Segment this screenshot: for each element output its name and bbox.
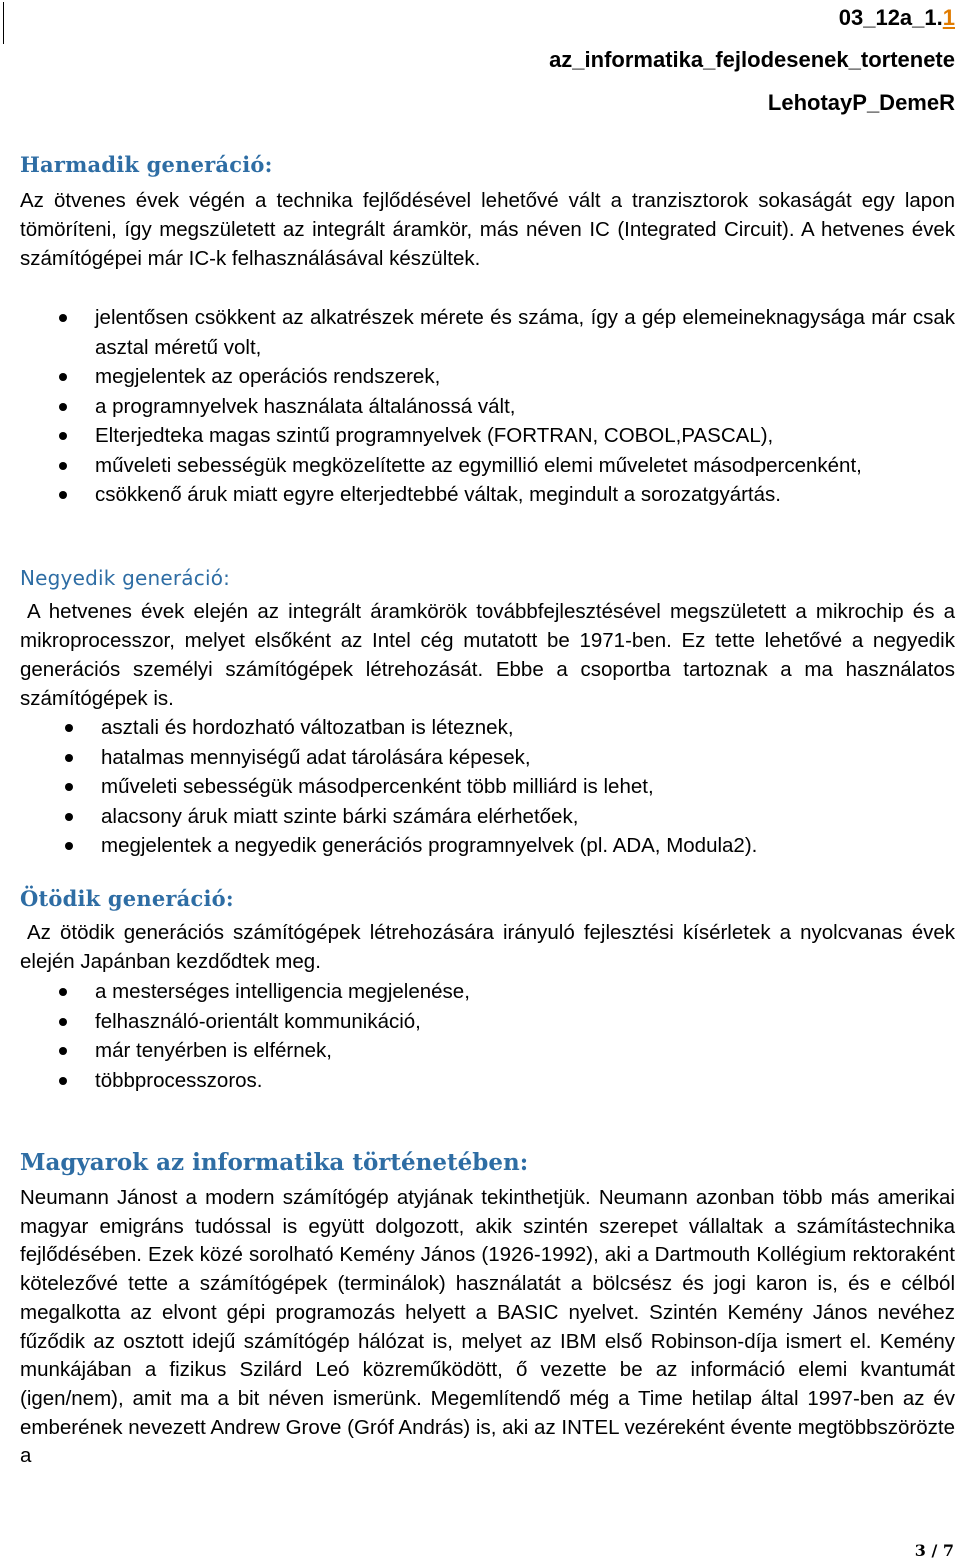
section-body-hungarians: Neumann Jánost a modern számítógép atyjának tekinthetjük. Neumann azonban több más amerikai magyar emigráns tudóssal is együtt dolgozott, akik szintén szerepet vállaltak a számítástechnika fejlődésében. Ezek közé sorolható Kemény János (1926-1992), aki a Dartmouth Kollégium rektoraként kötelezővé tette a számítógépek (terminálok) használatát a bölcsész és jogi karon is, és e célból megalkotta az elvont gépi programozás helyett a BASIC nyelvet. Szintén Kemény János nevéhez fűződik az osztott idejű számítógép hálózat is, melyet az IBM első Robinson-díja ismert el. Kemény munkájában a fizikus Szilárd Leó közreműködött, ő vezette be az információ elemi kvantumát (igen/nem), amit ma a bit néven ismerünk. Megemlítendő még a Time hetilap által 1997-ben az év emberének nevezett Andrew Grove (Gróf András) is, aki az INTEL vezéreként évente megtöbbszörözte a [20, 1186, 955, 1468]
list-item: már tenyérben is elférnek, [95, 1036, 955, 1066]
doc-title: az_informatika_fejlodesenek_tortenete [549, 47, 955, 72]
list-item: a programnyelvek használata általánossá vált, [95, 392, 955, 422]
list-item: műveleti sebességük másodpercenként több milliárd is lehet, [101, 772, 955, 802]
list-item: hatalmas mennyiségű adat tárolására képesek, [101, 743, 955, 773]
bullet-list-third-generation [95, 303, 955, 510]
list-item: többprocesszoros. [95, 1066, 955, 1096]
list-item: a mesterséges intelligencia megjelenése, [95, 977, 955, 1007]
doc-code [839, 5, 955, 31]
doc-authors: LehotayP_DemeR [767, 90, 955, 115]
list-item: jelentősen csökkent az alkatrészek mérete és száma, így a gép elemeineknagysága már csak asztal méretű volt, [95, 303, 955, 362]
section-intro-third-generation: Az ötvenes évek végén a technika fejlődésével lehetővé vált a tranzisztorok sokaságát egy lapon tömöríteni, így megszületett az integrált áramkör, más néven IC (Integrated Circuit). A hetvenes évek számítógépei már IC-k felhasználásával készültek. [20, 189, 955, 270]
list-item: Elterjedteka magas szintű programnyelvek (FORTRAN, COBOL,PASCAL), [95, 421, 955, 451]
list-item: megjelentek a negyedik generációs programnyelvek (pl. ADA, Modula2). [101, 831, 955, 861]
section-intro-fifth-generation: Az ötödik generációs számítógépek létrehozására irányuló fejlesztési kísérletek a nyolcvanas évek elején Japánban kezdődtek meg. [20, 921, 955, 973]
text-cursor [3, 2, 4, 44]
doc-code-prefix: 03_12a_1. [838, 5, 943, 30]
bullet-list-fourth-generation [101, 713, 955, 861]
section-heading-third-generation: Harmadik generáció: [20, 152, 273, 177]
section-heading-hungarians: Magyarok az informatika történetében: [20, 1149, 529, 1176]
list-item: felhasználó-orientált kommunikáció, [95, 1007, 955, 1037]
list-item: csökkenő áruk miatt egyre elterjedtebbé váltak, megindult a sorozatgyártás. [95, 480, 955, 510]
section-heading-fifth-generation: Ötödik generáció: [20, 886, 234, 911]
list-item: alacsony áruk miatt szinte bárki számára elérhetőek, [101, 802, 955, 832]
bullet-list-fifth-generation [95, 977, 955, 1095]
list-item: asztali és hordozható változatban is léteznek, [101, 713, 955, 743]
page-number: 3 / 7 [914, 1541, 954, 1560]
doc-code-suffix: 1 [942, 5, 955, 30]
section-intro-fourth-generation: A hetvenes évek elején az integrált áramkörök továbbfejlesztésével megszületett a mikrochip és a mikroprocesszor, melyet elsőként az Intel cég mutatott be 1971-ben. Ez tette lehetővé a negyedik generációs személyi számítógépek létrehozását. Ebbe a csoportba tartoznak a ma használatos számítógépek is. [20, 600, 955, 710]
list-item: megjelentek az operációs rendszerek, [95, 362, 955, 392]
list-item: műveleti sebességük megközelítette az egymillió elemi műveletet másodpercenként, [95, 451, 955, 481]
section-heading-fourth-generation: Negyedik generáció: [20, 566, 231, 590]
